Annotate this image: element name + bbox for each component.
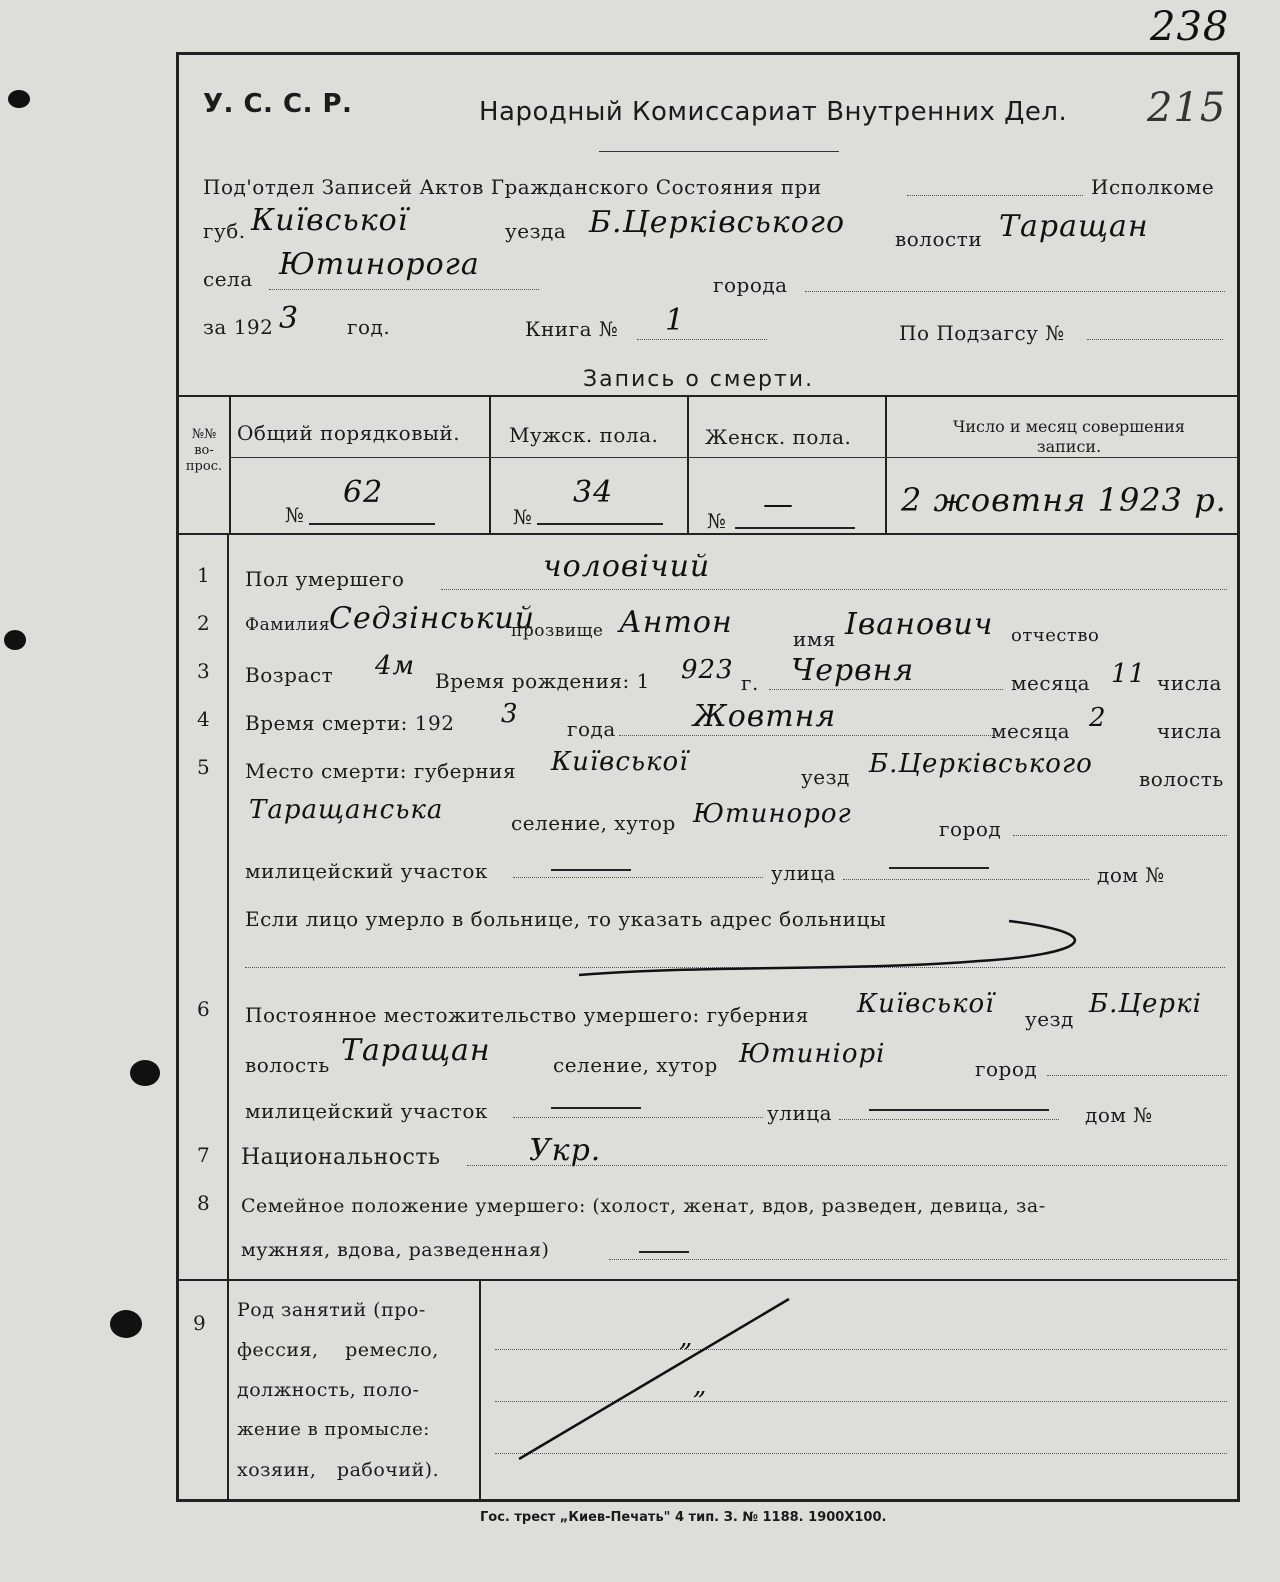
sex-value: чоловічий [543,549,711,584]
dotted-line [467,1165,1227,1166]
dotted-line [637,339,767,340]
uezd-label: уезда [505,219,567,243]
selo-label: села [203,267,253,291]
volost-label: волости [895,227,983,251]
male-number: 34 [573,475,614,510]
table-header-line [229,457,1237,458]
page-number-corner: 238 [1150,4,1230,50]
birth-year-suffix: г. [741,671,759,695]
row-9-divider [479,1279,481,1499]
sex-label: Пол умершего [245,567,405,591]
table-col-divider [229,395,231,535]
year-label: за 192 [203,315,274,339]
gorod-label: города [713,273,788,297]
birth-month-label: месяца [1011,671,1090,695]
patronymic-label: отчество [1011,625,1100,646]
occupation-ditto-1: „ [679,1323,694,1353]
punch-hole [4,630,26,650]
death-khutor-value: Ютинорог [693,799,852,829]
occupation-label-3: должность, поло- [237,1379,420,1401]
gub-value: Київської [251,203,409,238]
death-uezd-value: Б.Церківського [869,749,1093,779]
birth-year: 923 [681,655,734,685]
punch-hole [130,1060,160,1086]
marital-label-cont: мужняя, вдова, разведенная) [241,1239,550,1261]
table-col-divider [885,395,887,535]
occupation-label-2: фессия, ремесло, [237,1339,439,1361]
gub-label: губ. [203,219,246,243]
age-label: Возраст [245,663,334,687]
name-label: имя [793,627,837,651]
birth-month: Червня [791,653,915,688]
hospital-label: Если лицо умерло в больнице, то указать адрес больницы [245,907,887,931]
underline [309,523,435,525]
underline [735,527,855,529]
female-number: — [763,487,794,522]
surname-label: Фамилия [245,615,331,635]
residence-label: Постоянное местожительство умершего: губерния [245,1003,809,1027]
death-year: 3 [501,699,519,729]
nickname-label: прозвище [511,621,604,641]
row-number: 1 [197,563,210,587]
row-9-top-line [179,1279,1237,1281]
table-top-line [179,395,1237,397]
residence-volost-label: волость [245,1053,330,1077]
col-general-header: Общий порядковый. [237,421,461,445]
dotted-line [1087,339,1223,340]
volost-value: Таращан [999,209,1149,244]
dotted-line [839,1119,1059,1120]
birth-label: Время рождения: 1 [435,669,650,693]
dotted-line [441,589,1227,590]
name-value: Іванович [845,607,994,642]
header-divider [599,151,839,152]
record-title: Запись о смерти. [583,367,815,392]
dotted-line [619,735,999,736]
death-volost-label: волость [1139,767,1224,791]
row-number: 2 [197,611,210,635]
dash-mark [869,1109,1049,1111]
selo-value: Ютинорога [279,247,480,282]
question-column-line [227,533,229,1295]
record-number-corner: 215 [1147,85,1227,131]
dotted-line [805,291,1225,292]
occupation-ditto-2: „ [693,1371,708,1401]
residence-police-label: милицейский участок [245,1099,488,1123]
underline [537,523,663,525]
row-number: 9 [193,1311,206,1335]
table-bottom-line [179,533,1237,535]
residence-uezd-label: уезд [1025,1007,1074,1031]
ispolkom-label: Исполкоме [1091,175,1215,199]
uezd-value: Б.Церківського [589,205,846,240]
death-house-label: дом № [1097,863,1165,887]
table-col-divider [489,395,491,535]
residence-gub-value: Київської [857,989,995,1019]
nationality-value: Укр. [529,1133,602,1168]
subdept-label: Под'отдел Записей Актов Гражданского Состояния при [203,175,822,199]
death-gub-value: Київської [551,747,689,777]
dotted-line [1013,835,1227,836]
death-city-label: город [939,817,1002,841]
dash-mark [889,867,989,869]
dotted-line [1047,1075,1227,1076]
row-number: 5 [197,755,210,779]
death-police-label: милицейский участок [245,859,488,883]
row-number: 7 [197,1143,210,1167]
general-number: 62 [343,475,384,510]
kniga-value: 1 [665,303,686,338]
printer-footer: Гос. трест „Киев-Печать" 4 тип. З. № 1188. 1900Х100. [480,1510,887,1525]
dotted-line [269,289,539,290]
death-khutor-label: селение, хутор [511,811,676,835]
residence-uezd-value: Б.Церкі [1089,989,1202,1019]
col-date-header: Число и месяц совершения записи. [952,417,1186,456]
dotted-line [513,877,763,878]
residence-city-label: город [975,1057,1038,1081]
dotted-line [513,1117,763,1118]
kniga-label: Книга № [525,317,619,341]
death-street-label: улица [771,861,837,885]
row-number: 8 [197,1191,210,1215]
year-value: 3 [279,301,300,336]
general-no-mark: № [285,503,305,527]
birth-day-label: числа [1157,671,1222,695]
residence-khutor-label: селение, хутор [553,1053,718,1077]
death-record-form [176,52,1240,1502]
occupation-label-4: жение в промысле: [237,1419,430,1440]
republic-title: У. С. С. Р. [203,89,353,119]
col-male-header: Мужск. пола. [509,423,659,447]
death-day: 2 [1089,703,1107,733]
death-uezd-label: уезд [801,765,850,789]
col-female-header: Женск. пола. [705,425,852,449]
punch-hole [110,1310,142,1338]
dash-mark [551,869,631,871]
death-year-label: года [567,717,616,741]
death-volost-value: Таращанська [249,795,444,825]
female-no-mark: № [707,509,727,533]
death-month: Жовтня [693,699,837,734]
row-9-divider [227,1279,229,1499]
dash-mark [639,1251,689,1253]
death-place-label: Место смерти: губерния [245,759,517,783]
nickname-value: Антон [619,605,733,640]
surname-value: Седзінський [329,601,536,636]
row-number: 3 [197,659,210,683]
death-month-label: месяца [991,719,1070,743]
dotted-line [843,879,1089,880]
row-number: 6 [197,997,210,1021]
birth-day: 11 [1111,659,1147,689]
row-number: 4 [197,707,210,731]
dash-mark [551,1107,641,1109]
death-day-label: числа [1157,719,1222,743]
residence-house-label: дом № [1085,1103,1153,1127]
hospital-strike-mark [559,915,1119,985]
dotted-line [609,1259,1227,1260]
age-value: 4м [375,651,416,681]
death-time-label: Время смерти: 192 [245,711,455,735]
nationality-label: Национальность [241,1145,441,1170]
residence-volost-value: Таращан [341,1033,491,1068]
dotted-line [907,195,1083,196]
god-label: год. [347,315,391,339]
residence-khutor-value: Ютиніорі [739,1039,886,1069]
occupation-strike-mark [509,1295,809,1465]
punch-hole [8,90,30,108]
record-date: 2 жовтня 1923 р. [901,481,1227,519]
occupation-label-1: Род занятий (про- [237,1299,426,1321]
podzags-label: По Подзагсу № [899,321,1065,345]
male-no-mark: № [513,505,533,529]
dotted-line [769,689,1003,690]
commissariat-title: Народный Комиссариат Внутренних Дел. [479,97,1068,127]
occupation-label-5: хозяин, рабочий). [237,1459,440,1481]
col-num-header: №№ во- прос. [185,427,223,474]
residence-street-label: улица [767,1101,833,1125]
marital-label: Семейное положение умершего: (холост, женат, вдов, разведен, девица, за- [241,1195,1046,1217]
table-col-divider [687,395,689,535]
